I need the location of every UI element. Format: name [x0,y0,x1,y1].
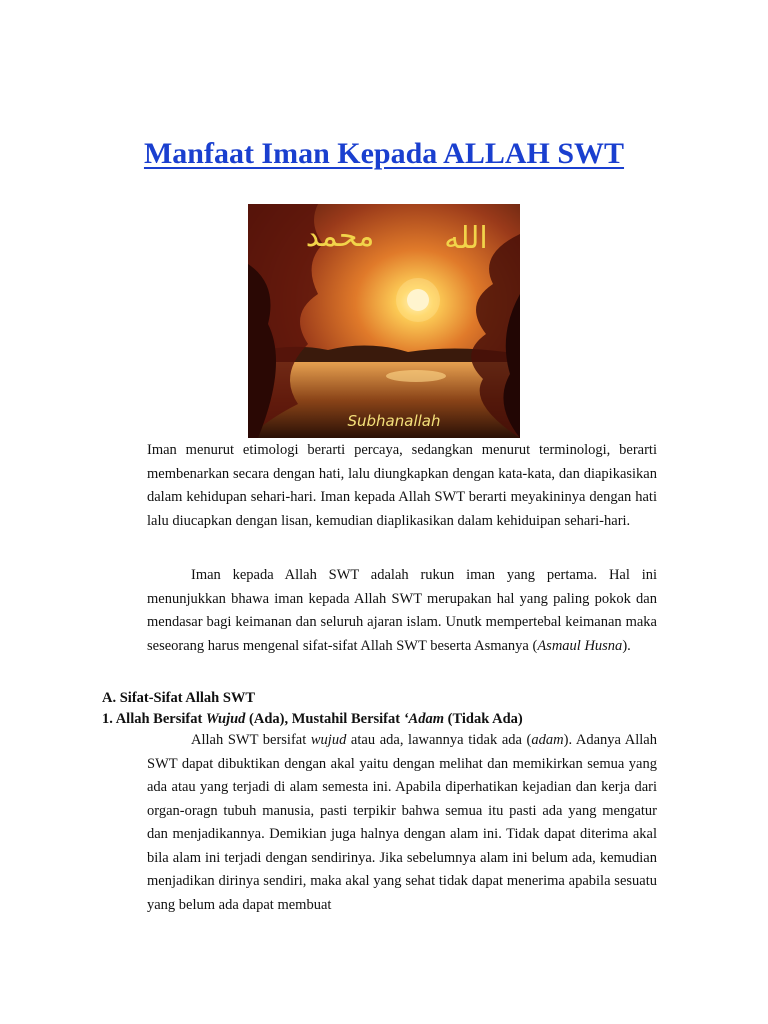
paragraph3-wujud: wujud [310,732,347,748]
heading1-prefix: 1. Allah Bersifat [102,711,206,727]
asmaul-husna-term: Asmaul Husna [537,637,623,654]
paragraph-rukun-iman [147,564,657,658]
paragraph2-end: ). [622,637,631,654]
subsection-heading-1 [102,709,523,729]
calligraphy-allah: الله [444,221,488,256]
section-heading-a: A. Sifat-Sifat Allah SWT [102,690,256,706]
paragraph2-text: Iman kepada Allah SWT adalah rukun iman yang pertama. Hal ini menunjukkan bhawa iman kepada Allah SWT merupakan hal yang paling pokok dan mendasar bagi keimanan dan seluruh ajaran islam. Unutk mempertebal keimanan maka seseorang harus mengenal sifat-sifat Allah SWT beserta Asmanya ( [147,567,657,654]
title-text: Manfaat Iman Kepada ALLAH SWT [143,137,625,170]
image-caption: Subhanallah [347,412,441,430]
paragraph-wujud [147,729,657,917]
heading1-mid: (Ada), Mustahil Bersifat [245,711,404,727]
paragraph3-part-a: Allah SWT bersifat [191,732,311,748]
heading1-suffix: (Tidak Ada) [444,711,523,727]
paragraph3-part-c: ). Adanya Allah SWT dapat dibuktikan dengan akal yaitu dengan melihat dan memikirkan semua yang ada atau yang terjadi di alam semesta ini. Apabila diperhatikan kejadian dan kerja dari organ-oragn tubuh manusia, pasti terpikir bahwa semua itu pasti ada yang mengatur dan menjadikannya. Demikian juga halnya dengan alam ini. Tidak dapat diterima akal bila alam ini terjadi dengan sendirinya. Jika sebelumnya alam ini belum ada, kemudian menjadikan dirinya sendiri, maka akal yang sehat tidak dapat menerima apabila sesuatu yang belum ada dapat membuat [147,732,657,913]
sunset-calligraphy-image [248,204,520,438]
calligraphy-muhammad: محمد [305,219,375,254]
heading1-wujud: Wujud [205,711,246,727]
heading1-adam: ‘Adam [403,711,444,727]
paragraph3-part-b: atau ada, lawannya tidak ada ( [346,732,532,748]
paragraph-definition: Iman menurut etimologi berarti percaya, sedangkan menurut terminologi, berarti membenarkan secara dengan hati, lalu diungkapkan dengan kata-kata, dan diapikasikan dalam kehidupan sehari-hari. Iman kepada Allah SWT berarti meyakininya dengan hati lalu diucapkan dengan lisan, kemudian diaplikasikan dalam kehiduipan sehari-hari. [147,442,657,529]
paragraph3-adam: adam [531,732,564,748]
document-title [0,137,768,171]
